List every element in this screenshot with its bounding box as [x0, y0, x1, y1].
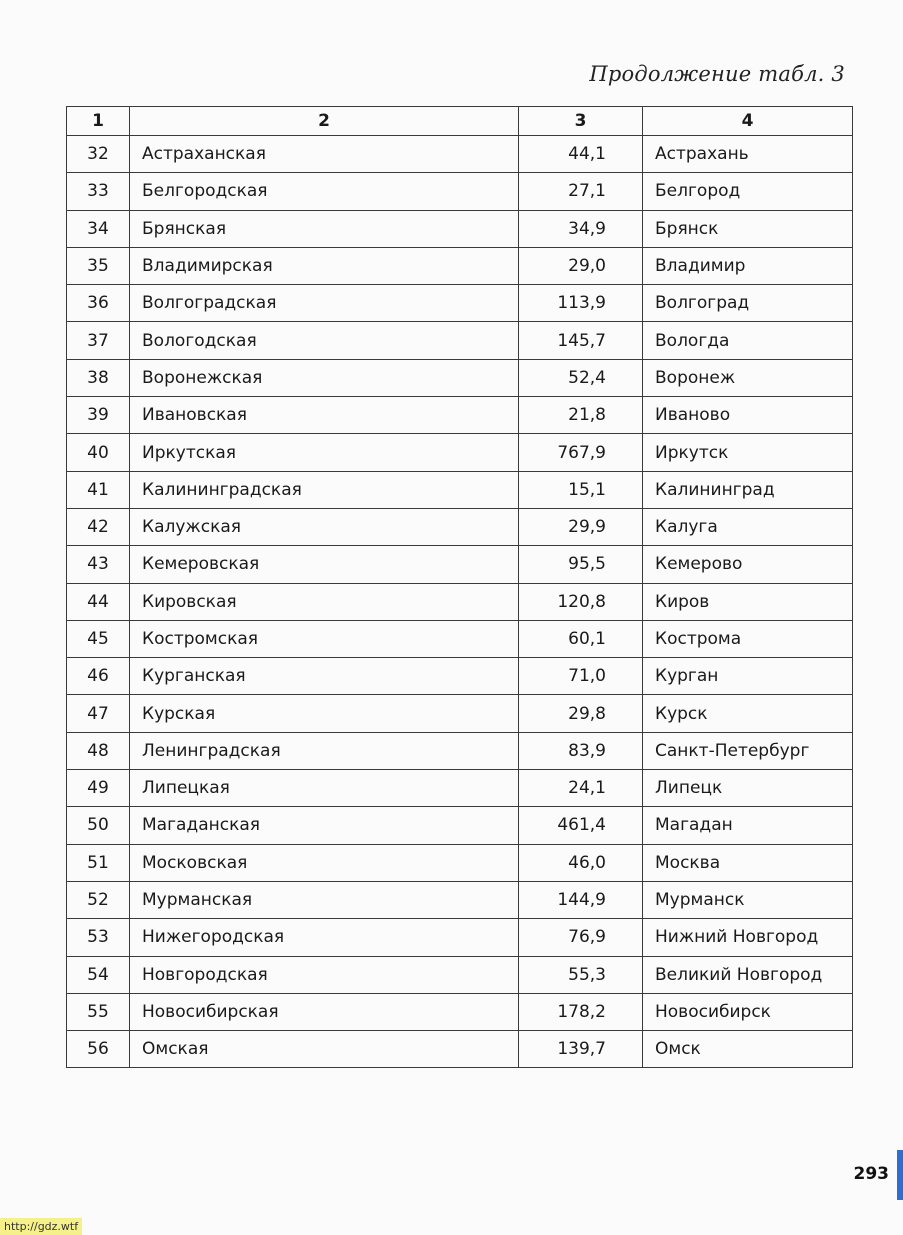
- column-header-3: 3: [519, 107, 643, 136]
- table-row: [67, 210, 853, 247]
- region-name-cell: Кировская: [130, 583, 519, 620]
- area-value-cell: 27,1: [519, 173, 643, 210]
- area-value-cell: 15,1: [519, 471, 643, 508]
- admin-center-cell: Липецк: [643, 770, 853, 807]
- table-row: [67, 770, 853, 807]
- region-name-cell: Липецкая: [130, 770, 519, 807]
- row-number-cell: 37: [67, 322, 130, 359]
- table-caption: Продолжение табл. 3: [589, 62, 845, 86]
- row-number-cell: 47: [67, 695, 130, 732]
- admin-center-cell: Магадан: [643, 807, 853, 844]
- admin-center-cell: Великий Новгород: [643, 956, 853, 993]
- area-value-cell: 113,9: [519, 285, 643, 322]
- area-value-cell: 767,9: [519, 434, 643, 471]
- row-number-cell: 33: [67, 173, 130, 210]
- area-value-cell: 21,8: [519, 397, 643, 434]
- area-value-cell: 120,8: [519, 583, 643, 620]
- area-value-cell: 29,9: [519, 508, 643, 545]
- region-name-cell: Владимирская: [130, 247, 519, 284]
- row-number-cell: 43: [67, 546, 130, 583]
- table-row: [67, 620, 853, 657]
- area-value-cell: 24,1: [519, 770, 643, 807]
- admin-center-cell: Киров: [643, 583, 853, 620]
- region-name-cell: Магаданская: [130, 807, 519, 844]
- table-row: [67, 471, 853, 508]
- watermark-link[interactable]: http://gdz.wtf: [0, 1218, 82, 1235]
- row-number-cell: 50: [67, 807, 130, 844]
- region-name-cell: Калужская: [130, 508, 519, 545]
- page-edge-accent-bar: [897, 1150, 903, 1200]
- table-row: [67, 695, 853, 732]
- region-name-cell: Омская: [130, 1031, 519, 1068]
- table-row: [67, 1031, 853, 1068]
- area-value-cell: 71,0: [519, 658, 643, 695]
- data-table-container: [66, 106, 852, 1068]
- row-number-cell: 35: [67, 247, 130, 284]
- table-row: [67, 359, 853, 396]
- table-row: [67, 919, 853, 956]
- area-value-cell: 55,3: [519, 956, 643, 993]
- area-value-cell: 95,5: [519, 546, 643, 583]
- admin-center-cell: Кемерово: [643, 546, 853, 583]
- area-value-cell: 139,7: [519, 1031, 643, 1068]
- area-value-cell: 44,1: [519, 136, 643, 173]
- row-number-cell: 39: [67, 397, 130, 434]
- table-row: [67, 583, 853, 620]
- region-name-cell: Костромская: [130, 620, 519, 657]
- table-row: [67, 881, 853, 918]
- table-row: [67, 658, 853, 695]
- region-name-cell: Мурманская: [130, 881, 519, 918]
- region-name-cell: Белгородская: [130, 173, 519, 210]
- admin-center-cell: Санкт-Петербург: [643, 732, 853, 769]
- admin-center-cell: Курган: [643, 658, 853, 695]
- row-number-cell: 48: [67, 732, 130, 769]
- area-value-cell: 29,8: [519, 695, 643, 732]
- admin-center-cell: Нижний Новгород: [643, 919, 853, 956]
- table-row: [67, 956, 853, 993]
- area-value-cell: 461,4: [519, 807, 643, 844]
- area-value-cell: 34,9: [519, 210, 643, 247]
- region-name-cell: Вологодская: [130, 322, 519, 359]
- area-value-cell: 144,9: [519, 881, 643, 918]
- admin-center-cell: Астрахань: [643, 136, 853, 173]
- area-value-cell: 145,7: [519, 322, 643, 359]
- region-name-cell: Московская: [130, 844, 519, 881]
- region-name-cell: Калининградская: [130, 471, 519, 508]
- region-name-cell: Нижегородская: [130, 919, 519, 956]
- admin-center-cell: Курск: [643, 695, 853, 732]
- row-number-cell: 54: [67, 956, 130, 993]
- area-value-cell: 76,9: [519, 919, 643, 956]
- row-number-cell: 51: [67, 844, 130, 881]
- region-name-cell: Ленинградская: [130, 732, 519, 769]
- area-value-cell: 52,4: [519, 359, 643, 396]
- row-number-cell: 32: [67, 136, 130, 173]
- row-number-cell: 45: [67, 620, 130, 657]
- row-number-cell: 56: [67, 1031, 130, 1068]
- admin-center-cell: Воронеж: [643, 359, 853, 396]
- region-name-cell: Воронежская: [130, 359, 519, 396]
- admin-center-cell: Новосибирск: [643, 993, 853, 1030]
- table-row: [67, 247, 853, 284]
- table-row: [67, 807, 853, 844]
- region-name-cell: Астраханская: [130, 136, 519, 173]
- admin-center-cell: Владимир: [643, 247, 853, 284]
- row-number-cell: 42: [67, 508, 130, 545]
- area-value-cell: 83,9: [519, 732, 643, 769]
- region-name-cell: Брянская: [130, 210, 519, 247]
- admin-center-cell: Иркутск: [643, 434, 853, 471]
- table-row: [67, 732, 853, 769]
- table-row: [67, 322, 853, 359]
- admin-center-cell: Белгород: [643, 173, 853, 210]
- row-number-cell: 40: [67, 434, 130, 471]
- admin-center-cell: Иваново: [643, 397, 853, 434]
- table-row: [67, 434, 853, 471]
- admin-center-cell: Калуга: [643, 508, 853, 545]
- table-row: [67, 173, 853, 210]
- region-name-cell: Новосибирская: [130, 993, 519, 1030]
- region-name-cell: Новгородская: [130, 956, 519, 993]
- page-number: 293: [853, 1164, 889, 1184]
- row-number-cell: 36: [67, 285, 130, 322]
- table-row: [67, 546, 853, 583]
- column-header-4: 4: [643, 107, 853, 136]
- admin-center-cell: Кострома: [643, 620, 853, 657]
- region-name-cell: Кемеровская: [130, 546, 519, 583]
- table-row: [67, 993, 853, 1030]
- row-number-cell: 34: [67, 210, 130, 247]
- table-header-row: [67, 107, 853, 136]
- region-name-cell: Курганская: [130, 658, 519, 695]
- admin-center-cell: Мурманск: [643, 881, 853, 918]
- area-value-cell: 60,1: [519, 620, 643, 657]
- admin-center-cell: Москва: [643, 844, 853, 881]
- admin-center-cell: Брянск: [643, 210, 853, 247]
- region-name-cell: Иркутская: [130, 434, 519, 471]
- regions-table: [66, 106, 853, 1068]
- admin-center-cell: Волгоград: [643, 285, 853, 322]
- region-name-cell: Волгоградская: [130, 285, 519, 322]
- row-number-cell: 52: [67, 881, 130, 918]
- table-row: [67, 844, 853, 881]
- table-body: [67, 136, 853, 1068]
- area-value-cell: 46,0: [519, 844, 643, 881]
- row-number-cell: 38: [67, 359, 130, 396]
- row-number-cell: 49: [67, 770, 130, 807]
- table-row: [67, 285, 853, 322]
- area-value-cell: 178,2: [519, 993, 643, 1030]
- table-row: [67, 136, 853, 173]
- column-header-1: 1: [67, 107, 130, 136]
- region-name-cell: Ивановская: [130, 397, 519, 434]
- admin-center-cell: Калининград: [643, 471, 853, 508]
- row-number-cell: 44: [67, 583, 130, 620]
- admin-center-cell: Омск: [643, 1031, 853, 1068]
- area-value-cell: 29,0: [519, 247, 643, 284]
- region-name-cell: Курская: [130, 695, 519, 732]
- row-number-cell: 41: [67, 471, 130, 508]
- admin-center-cell: Вологда: [643, 322, 853, 359]
- column-header-2: 2: [130, 107, 519, 136]
- row-number-cell: 46: [67, 658, 130, 695]
- row-number-cell: 55: [67, 993, 130, 1030]
- row-number-cell: 53: [67, 919, 130, 956]
- table-row: [67, 508, 853, 545]
- table-row: [67, 397, 853, 434]
